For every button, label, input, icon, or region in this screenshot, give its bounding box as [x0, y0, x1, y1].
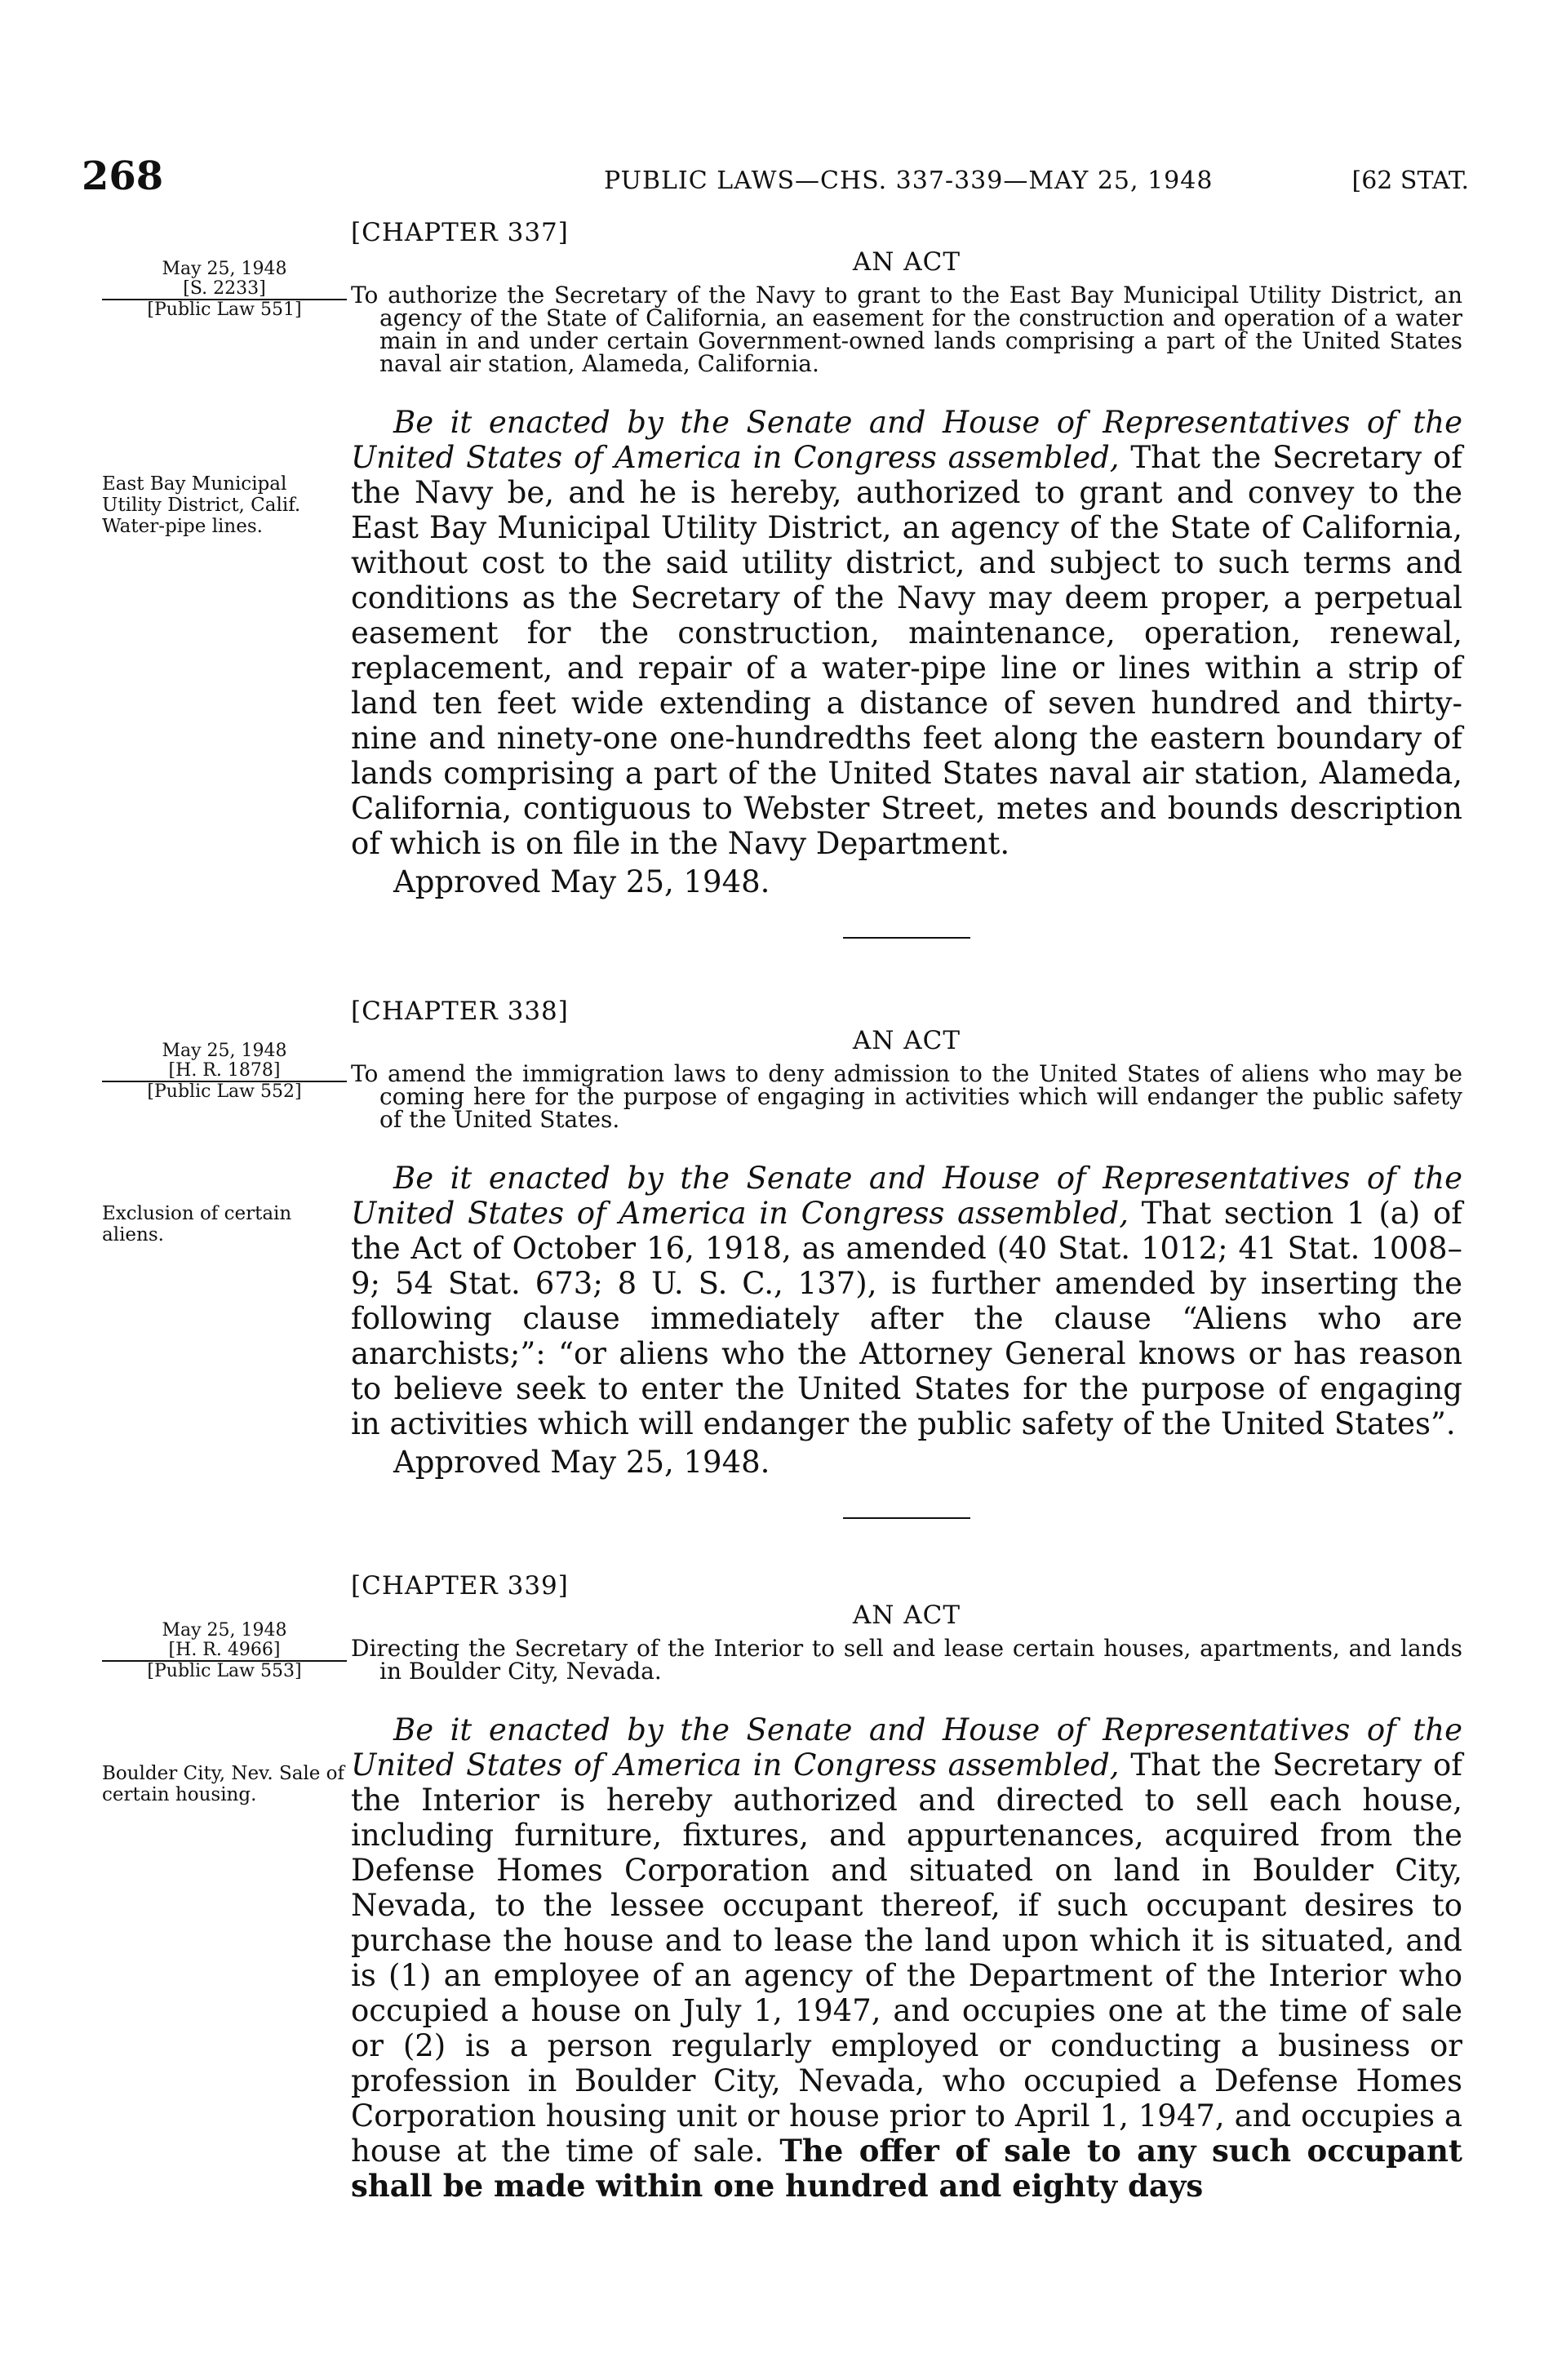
- enacting-clause: Be it enacted by the Senate and House of Representatives of the United States of America in Congress assembled,: [351, 1712, 1462, 1783]
- margin-public-law: [Public Law 552]: [147, 1081, 302, 1102]
- page-number: 268: [82, 153, 164, 199]
- section-divider: [843, 1517, 970, 1519]
- act-purpose: To amend the immigration laws to deny admission to the United States of aliens who may be coming here for the purpose of engaging in activities which will endanger the public safety of the United States.: [351, 1060, 1462, 1133]
- running-head-title: PUBLIC LAWS—CHS. 337-339—MAY 25, 1948: [604, 167, 1214, 195]
- margin-note-338: Exclusion of certain aliens.: [102, 1203, 292, 1246]
- enacting-clause: Be it enacted by the Senate and House of Representatives of the United States of America in Congress assembled,: [351, 405, 1462, 475]
- enacting-clause: Be it enacted by the Senate and House of Representatives of the United States of America in Congress assembled,: [351, 1161, 1462, 1231]
- act-text: That the Secretary of the Interior is hereby authorized and directed to sell each house, including furniture, fixtures, and appurtenances, acquired from the Defense Homes Corporation and situated on land in Boulder City, Nevada, to the lessee occupant thereof, if such occupant desires to purchase the house and to lease the land upon which it is situated, and is (1) an employee of an agency of the Department of the Interior who occupied a house on July 1, 1947, and occupies one at the time of sale or (2) is a person regularly employed or conducting a business or profession in Boulder City, Nevada, who occupied a Defense Homes Corporation housing unit or house prior to April 1, 1947, and occupies a house at the time of sale.: [351, 1747, 1462, 2169]
- margin-citation-338: [102, 1041, 347, 1102]
- margin-date: May 25, 1948: [162, 1041, 287, 1061]
- statute-reference: [62 STAT.: [1351, 167, 1469, 195]
- section-divider: [843, 937, 970, 939]
- margin-bill-number: [S. 2233]: [102, 279, 347, 300]
- chapter-337: [351, 219, 1462, 939]
- margin-bill-number: [H. R. 1878]: [102, 1061, 347, 1082]
- margin-bill-number: [H. R. 4966]: [102, 1641, 347, 1662]
- margin-public-law: [Public Law 551]: [147, 300, 302, 320]
- margin-public-law: [Public Law 553]: [147, 1661, 302, 1681]
- chapter-339: [351, 1572, 1462, 2204]
- act-label: AN ACT: [852, 1026, 961, 1055]
- approval-line: Approved May 25, 1948.: [393, 864, 770, 899]
- act-body: [351, 1161, 1462, 1441]
- margin-citation-339: [102, 1621, 347, 1681]
- act-body: [351, 1712, 1462, 2204]
- chapter-heading: [CHAPTER 337]: [351, 218, 569, 247]
- margin-citation-337: [102, 260, 347, 320]
- margin-date: May 25, 1948: [162, 259, 287, 279]
- act-text: That section 1 (a) of the Act of October 16, 1918, as amended (40 Stat. 1012; 41 Stat. 1008–9; 54 Stat. 673; 8 U. S. C., 137), is further amended by inserting the following clause immediately after the clause “Aliens who are anarchists;”: “or aliens who the Attorney General knows or has reason to believe seek to enter the United States for the purpose of engaging in activities which will endanger the public safety of the United States”.: [351, 1196, 1462, 1441]
- approval-line: Approved May 25, 1948.: [393, 1445, 770, 1480]
- running-head: [82, 153, 1469, 202]
- margin-date: May 25, 1948: [162, 1620, 287, 1641]
- margin-note-337: East Bay Municipal Utility District, Calif. Water-pipe lines.: [102, 473, 301, 537]
- act-label: AN ACT: [852, 247, 961, 277]
- act-purpose: To authorize the Secretary of the Navy to grant to the East Bay Municipal Utility District, an agency of the State of California, an easement for the construction and operation of a water main in and under certain Government-owned lands comprising a part of the United States naval air station, Alameda, California.: [351, 282, 1462, 377]
- act-text-continued: The offer of sale to any such occupant shall be made within one hundred and eighty days: [351, 2133, 1462, 2204]
- chapter-heading: [CHAPTER 338]: [351, 997, 569, 1026]
- chapter-heading: [CHAPTER 339]: [351, 1571, 569, 1601]
- act-body: [351, 405, 1462, 861]
- chapter-338: [351, 997, 1462, 1519]
- act-text: That the Secretary of the Navy be, and he is hereby, authorized to grant and convey to the East Bay Municipal Utility District, an agency of the State of California, without cost to the said utility district, and subject to such terms and conditions as the Secretary of the Navy may deem proper, a perpetual easement for the construction, maintenance, operation, renewal, replacement, and repair of a water-pipe line or lines within a strip of land ten feet wide extending a distance of seven hundred and thirty-nine and ninety-one one-hundredths feet along the eastern boundary of lands comprising a part of the United States naval air station, Alameda, California, contiguous to Webster Street, metes and bounds description of which is on file in the Navy Department.: [351, 440, 1462, 861]
- act-label: AN ACT: [852, 1601, 961, 1630]
- act-purpose: Directing the Secretary of the Interior to sell and lease certain houses, apartments, and lands in Boulder City, Nevada.: [351, 1635, 1462, 1685]
- margin-note-339: Boulder City, Nev. Sale of certain housing.: [102, 1763, 345, 1805]
